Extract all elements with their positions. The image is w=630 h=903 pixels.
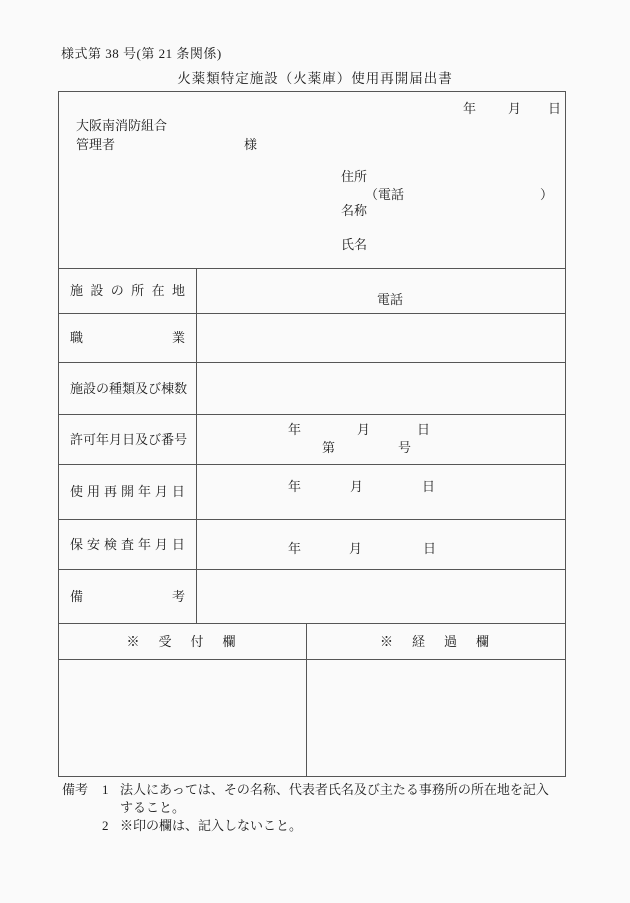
progress-stamp-area (307, 660, 565, 776)
date-day-label: 日 (423, 541, 437, 556)
occupation-label-cell (59, 314, 197, 362)
phone-paren-open: （電話 (365, 187, 405, 202)
recipient-org: 大阪南消防組合 (76, 118, 168, 133)
footnote-number: 2 (102, 818, 109, 833)
permit-no-prefix: 第 (322, 440, 336, 455)
facility-type-field (197, 363, 565, 414)
row-label: 施 設 の 所 在 地 (70, 283, 185, 299)
row-resumption-date (59, 464, 565, 519)
row-label: 保 安 検 査 年 月 日 (70, 536, 185, 552)
row-label: 職 業 (70, 330, 185, 346)
permit-no-suffix: 号 (398, 440, 412, 455)
address-label: 住所 (341, 169, 368, 184)
row-label: 使 用 再 開 年 月 日 (70, 484, 185, 500)
footnote-item (62, 817, 567, 835)
date-month-label: 月 (350, 479, 364, 494)
form-number: 様式第 38 号(第 21 条関係) (61, 46, 222, 61)
date-day-label: 日 (548, 101, 562, 116)
phone-label: 電話 (377, 292, 404, 307)
facility-location-label-cell (59, 269, 197, 313)
date-day-label: 日 (417, 422, 431, 437)
facility-type-label-cell (59, 363, 197, 414)
footnote-number: 1 (102, 782, 109, 797)
row-label: 許 可 年 月 日 及 び 番 号 (70, 431, 188, 447)
form-header (59, 92, 565, 268)
footnote-item (62, 781, 567, 817)
date-day-label: 日 (422, 479, 436, 494)
form-title: 火薬類特定施設（火薬庫）使用再開届出書 (177, 71, 453, 86)
row-remarks (59, 569, 565, 623)
footnote-heading: 備考 (62, 782, 89, 797)
row-label: 備 考 (70, 588, 185, 604)
remarks-field (197, 570, 565, 623)
person-name-label: 氏名 (341, 237, 368, 252)
footnotes (62, 781, 567, 835)
reception-column-header: ※ 受 付 欄 (59, 624, 307, 659)
date-month-label: 月 (357, 422, 371, 437)
footnote-text: ※印の欄は、記入しないこと。 (120, 818, 303, 833)
date-year-label: 年 (463, 101, 477, 116)
stamp-header-row (59, 623, 565, 659)
permit-label-cell (59, 415, 197, 464)
honorific: 様 (244, 137, 258, 152)
permit-date-number-field (197, 415, 565, 464)
row-inspection-date (59, 519, 565, 569)
progress-column-header: ※ 経 過 欄 (379, 633, 492, 649)
date-month-label: 月 (349, 541, 363, 556)
row-label: 施 設 の 種 類 及 び 棟 数 (70, 380, 188, 396)
resumption-label-cell (59, 465, 197, 519)
stamp-body-row (59, 659, 565, 776)
row-occupation (59, 313, 565, 362)
reception-stamp-area (59, 660, 307, 776)
resumption-date-field (197, 465, 565, 519)
remarks-label-cell (59, 570, 197, 623)
form-box (58, 91, 566, 777)
inspection-label-cell (59, 520, 197, 569)
date-month-label: 月 (508, 101, 522, 116)
phone-paren-close: ） (540, 187, 554, 202)
footnote-text: 法人にあっては、その名称、代表者氏名及び主たる事務所の所在地を記入すること。 (120, 782, 549, 815)
row-permit-date-number (59, 414, 565, 464)
recipient-role: 管理者 (76, 137, 116, 152)
entity-name-label: 名称 (341, 203, 368, 218)
occupation-field (197, 314, 565, 362)
date-year-label: 年 (288, 479, 302, 494)
row-facility-location (59, 268, 565, 313)
row-facility-type (59, 362, 565, 414)
date-year-label: 年 (288, 422, 302, 437)
inspection-date-field (197, 520, 565, 569)
date-year-label: 年 (288, 541, 302, 556)
facility-location-field (197, 269, 565, 313)
